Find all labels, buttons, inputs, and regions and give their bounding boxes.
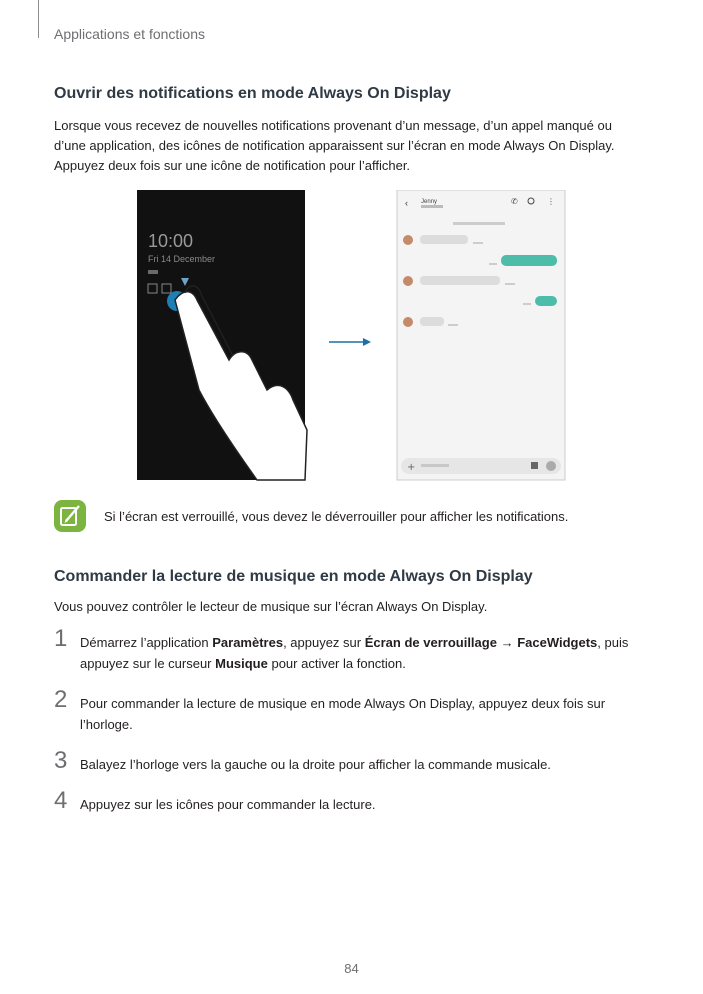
note-icon (54, 500, 86, 532)
send-icon (546, 461, 556, 471)
step-text: Appuyez sur les icônes pour commander la lecture. (80, 797, 376, 812)
step-number: 1 (54, 625, 68, 652)
step-text: Balayez l’horloge vers la gauche ou la droite pour afficher la commande musicale. (80, 757, 551, 772)
phone-icon: ✆ (511, 197, 518, 206)
step-text: Pour commander la lecture de musique en mode Always On Display, appuyez deux fois sur l’horloge. (80, 696, 606, 732)
running-header: Applications et fonctions (54, 26, 205, 42)
avatar (403, 317, 413, 327)
note-text: Si l’écran est verrouillé, vous devez le déverrouiller pour afficher les notifications. (104, 509, 569, 524)
sticker-icon (531, 462, 538, 469)
chat-contact: Jenny (421, 199, 438, 205)
aod-clock: 10:00 (148, 231, 194, 251)
step-text: Démarrez l’application Paramètres, appuyez sur Écran de verrouillage → FaceWidgets, puis appuyez sur le curseur Musique pour activer la fonction. (80, 635, 629, 671)
page-number: 84 (344, 961, 359, 976)
notification-illustration (137, 190, 567, 482)
step-number: 4 (54, 787, 68, 814)
step-number: 2 (54, 686, 68, 713)
section-title-notifications: Ouvrir des notifications en mode Always On Display (54, 85, 451, 102)
back-icon: ‹ (405, 198, 408, 208)
aod-screen (137, 190, 307, 480)
chat-screen (397, 190, 565, 480)
more-icon: ⋮ (547, 197, 555, 206)
avatar (403, 235, 413, 245)
avatar (403, 276, 413, 286)
section-body-notifications: Lorsque vous recevez de nouvelles notifications provenant d’un message, d’un appel manqué ou d’une application, des icônes de notification apparaissent sur l’écran en mode Always On Display. Appuyez deux fois sur une icône de notification pour l’afficher. (54, 118, 615, 173)
header-rule (38, 0, 39, 38)
section-title-music: Commander la lecture de musique en mode Always On Display (54, 568, 533, 585)
add-icon: + (407, 462, 416, 473)
section-intro-music: Vous pouvez contrôler le lecteur de musique sur l’écran Always On Display. (54, 599, 488, 614)
step-number: 3 (54, 747, 68, 774)
aod-date: Fri 14 December (148, 254, 216, 264)
